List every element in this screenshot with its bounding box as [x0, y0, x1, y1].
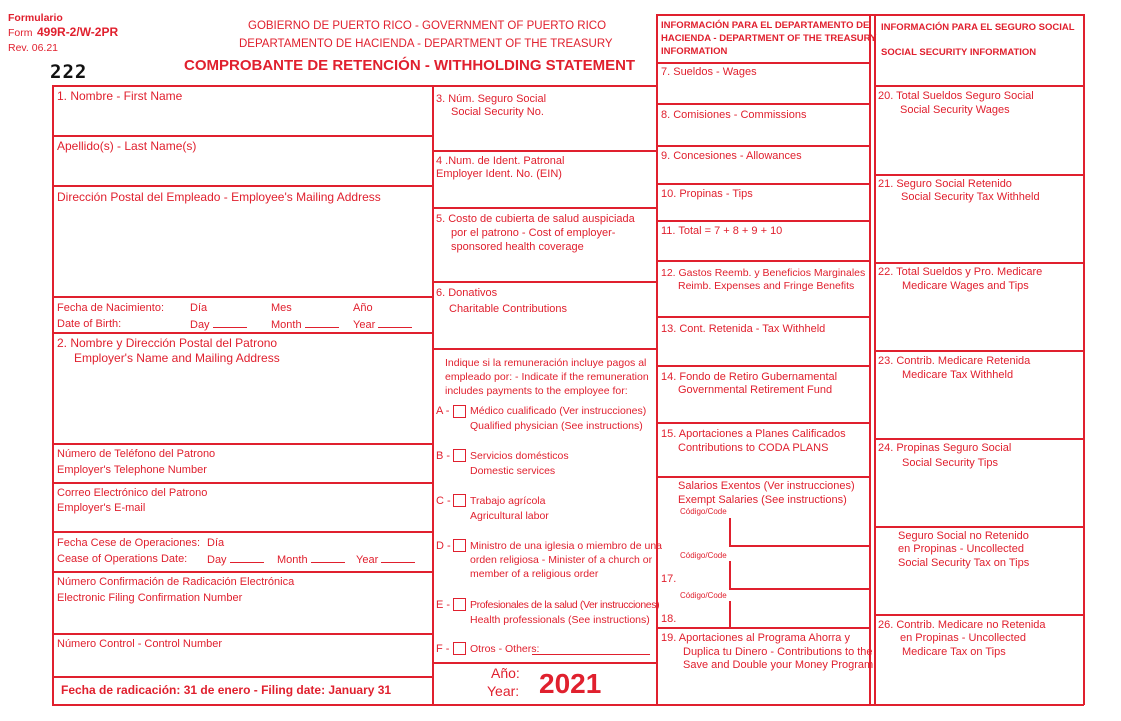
- option-d-checkbox[interactable]: [453, 539, 466, 552]
- box17-amount-field[interactable]: [731, 561, 867, 587]
- box26-uncollected-medicare[interactable]: Medicare Tax on Tips: [902, 646, 1006, 658]
- cease-day-field[interactable]: Day: [207, 552, 264, 568]
- box23-label-es: 23. Contrib. Medicare Retenida: [878, 355, 1031, 367]
- box9-allowances[interactable]: 9. Concesiones - Allowances: [661, 150, 802, 162]
- efile-field[interactable]: Electronic Filing Confirmation Number: [57, 592, 243, 604]
- employer-email-es: Correo Electrónico del Patrono: [57, 487, 208, 499]
- rule: [874, 14, 876, 705]
- dept-header-2: HACIENDA - DEPARTMENT OF THE TREASURY: [661, 33, 877, 44]
- code-label-18: Código/Code: [680, 591, 727, 600]
- option-f-input[interactable]: [532, 654, 650, 655]
- form-title: COMPROBANTE DE RETENCIÓN - WITHHOLDING STATEMENT: [184, 57, 636, 74]
- box23-medicare-withheld[interactable]: Medicare Tax Withheld: [902, 369, 1014, 381]
- rule: [432, 85, 434, 705]
- ein-field[interactable]: Employer Ident. No. (EIN): [436, 168, 562, 180]
- dept-header-3: INFORMATION: [661, 46, 728, 57]
- box12-label-es: 12. Gastos Reemb. y Beneficios Marginales: [661, 267, 866, 279]
- employee-address-field[interactable]: Dirección Postal del Empleado - Employee's Mailing Address: [57, 190, 381, 204]
- employer-email-field[interactable]: Employer's E-mail: [57, 502, 146, 514]
- dept-header-1: INFORMACIÓN PARA EL DEPARTAMENTO DE: [661, 20, 870, 31]
- control-number-field[interactable]: Número Control - Control Number: [57, 638, 223, 650]
- code-label-17: Código/Code: [680, 551, 727, 560]
- first-name-field[interactable]: 1. Nombre - First Name: [57, 89, 183, 103]
- rule: [52, 704, 1084, 706]
- option-e-label-es: Profesionales de la salud (Ver instrucciones): [470, 599, 660, 611]
- box20-ss-wages[interactable]: Social Security Wages: [900, 104, 1010, 116]
- box15-label-es: 15. Aportaciones a Planes Calificados: [661, 428, 846, 440]
- option-b-checkbox[interactable]: [453, 449, 466, 462]
- option-c-checkbox[interactable]: [453, 494, 466, 507]
- year-label-en: Year:: [487, 683, 520, 699]
- option-e-letter: E -: [436, 599, 451, 611]
- dob-day-label-es: Día: [190, 302, 208, 314]
- gov-line-2: DEPARTAMENTO DE HACIENDA - DEPARTMENT OF THE TREASURY: [239, 38, 613, 50]
- donations-label-es: 6. Donativos: [436, 287, 498, 299]
- option-d-label-en: orden religiosa - Minister of a church or: [470, 554, 653, 566]
- option-c-label-en: Agricultural labor: [470, 510, 549, 522]
- efile-label-es: Número Confirmación de Radicación Electrónica: [57, 576, 295, 588]
- option-e-checkbox[interactable]: [453, 598, 466, 611]
- box14-label-es: 14. Fondo de Retiro Gubernamental: [661, 371, 838, 383]
- rule: [869, 14, 871, 705]
- employer-name-label-2[interactable]: Employer's Name and Mailing Address: [74, 351, 280, 365]
- box22-medicare-wages[interactable]: Medicare Wages and Tips: [902, 280, 1029, 292]
- box7-wages[interactable]: 7. Sueldos - Wages: [661, 66, 757, 78]
- option-e-label-en: Health professionals (See instructions): [470, 614, 650, 626]
- box25-label-1: Seguro Social no Retenido: [898, 530, 1029, 542]
- exempt-label-es: Salarios Exentos (Ver instrucciones): [678, 480, 855, 492]
- cease-month-field[interactable]: Month: [277, 552, 345, 568]
- option-d-label-es: Ministro de una iglesia o miembro de una: [470, 540, 663, 552]
- box22-label-es: 22. Total Sueldos y Pro. Medicare: [878, 266, 1043, 278]
- indicate-line-2: empleado por: - Indicate if the remuneration: [445, 371, 649, 383]
- option-b-label-es: Servicios domésticos: [470, 450, 569, 462]
- box21-label-es: 21. Seguro Social Retenido: [878, 178, 1012, 190]
- option-b-letter: B -: [436, 450, 451, 462]
- box16-number: [661, 531, 676, 546]
- employer-phone-field[interactable]: Employer's Telephone Number: [57, 464, 207, 476]
- donations-field[interactable]: Charitable Contributions: [449, 303, 568, 315]
- tax-year: 2021: [539, 668, 602, 699]
- box19-label-1: 19. Aportaciones al Programa Ahorra y: [661, 632, 850, 644]
- health-cost-label-1: 5. Costo de cubierta de salud auspiciada: [436, 213, 635, 225]
- health-cost-label-2: por el patrono - Cost of employer-: [451, 227, 616, 239]
- option-d-label-en-2: member of a religious order: [470, 568, 599, 580]
- revision: Rev. 06.21: [8, 42, 59, 54]
- dob-year-label-es: Año: [353, 302, 373, 314]
- box15-coda-plans[interactable]: Contributions to CODA PLANS: [678, 442, 829, 454]
- formulario-label: Formulario: [8, 12, 63, 24]
- control-code: 222: [50, 61, 88, 83]
- box20-label-es: 20. Total Sueldos Seguro Social: [878, 90, 1034, 102]
- exempt-label-en: Exempt Salaries (See instructions): [678, 494, 847, 506]
- box14-retirement-fund[interactable]: Governmental Retirement Fund: [678, 384, 833, 396]
- form-prefix: Form: [8, 27, 33, 39]
- box11-total[interactable]: 11. Total = 7 + 8 + 9 + 10: [661, 225, 783, 237]
- box19-save-double-field[interactable]: Save and Double your Money Program: [683, 659, 874, 671]
- dob-month-field[interactable]: Month: [271, 317, 339, 333]
- cease-label-en: Cease of Operations Date:: [57, 553, 188, 565]
- year-label-es: Año:: [491, 665, 520, 681]
- ssn-field[interactable]: Social Security No.: [451, 106, 544, 118]
- employer-name-label-1: 2. Nombre y Dirección Postal del Patrono: [57, 336, 278, 350]
- ein-label-es: 4 .Num. de Ident. Patronal: [436, 155, 565, 167]
- option-f-letter: F -: [436, 643, 450, 655]
- box8-commissions[interactable]: 8. Comisiones - Commissions: [661, 109, 807, 121]
- rule: [1083, 14, 1085, 705]
- indicate-line-3: includes payments to the employee for:: [445, 385, 628, 397]
- box21-ss-tax-withheld[interactable]: Social Security Tax Withheld: [901, 191, 1040, 203]
- box24-ss-tips[interactable]: Social Security Tips: [902, 457, 998, 469]
- box26-label-2: en Propinas - Uncollected: [900, 632, 1026, 644]
- ss-header-2: SOCIAL SECURITY INFORMATION: [881, 47, 1037, 58]
- indicate-line-1: Indique si la remuneración incluye pagos al: [445, 357, 647, 369]
- option-c-letter: C -: [436, 495, 451, 507]
- box17-number: 17.: [661, 573, 677, 585]
- box19-label-2: Duplica tu Dinero - Contributions to the: [683, 646, 873, 658]
- form-number: 499R-2/W-2PR: [37, 25, 119, 39]
- option-f-label: Otros - Others:: [470, 643, 540, 655]
- rule: [52, 85, 657, 87]
- dob-year-field[interactable]: Year: [353, 317, 412, 333]
- box25-uncollected-ss[interactable]: Social Security Tax on Tips: [898, 557, 1030, 569]
- health-cost-field[interactable]: sponsored health coverage: [451, 241, 584, 253]
- option-a-letter: A -: [436, 405, 450, 417]
- option-b-label-en: Domestic services: [470, 465, 556, 477]
- cease-year-field[interactable]: Year: [356, 552, 415, 568]
- cease-label-es: Fecha Cese de Operaciones:: [57, 537, 201, 549]
- box12-reimb-expenses[interactable]: Reimb. Expenses and Fringe Benefits: [678, 280, 855, 292]
- dob-month-label-es: Mes: [271, 302, 292, 314]
- box25-label-2: en Propinas - Uncollected: [898, 543, 1024, 555]
- last-name-field[interactable]: Apellido(s) - Last Name(s): [57, 139, 197, 153]
- ssn-label-es: 3. Núm. Seguro Social: [436, 93, 547, 105]
- box16-amount-field[interactable]: [731, 518, 867, 544]
- option-d-letter: D -: [436, 540, 451, 552]
- dob-label-en: Date of Birth:: [57, 318, 122, 330]
- rule: [656, 14, 1085, 16]
- box10-tips[interactable]: 10. Propinas - Tips: [661, 188, 753, 200]
- box18-amount-field[interactable]: [731, 601, 867, 626]
- dob-label-es: Fecha de Nacimiento:: [57, 302, 164, 314]
- option-a-label-en: Qualified physician (See instructions): [470, 420, 643, 432]
- employer-phone-es: Número de Teléfono del Patrono: [57, 448, 216, 460]
- option-a-label-es: Médico cualificado (Ver instrucciones): [470, 405, 647, 417]
- ss-header-1: INFORMACIÓN PARA EL SEGURO SOCIAL: [881, 22, 1075, 33]
- box13-tax-withheld[interactable]: 13. Cont. Retenida - Tax Withheld: [661, 323, 826, 335]
- option-c-label-es: Trabajo agrícola: [470, 495, 546, 507]
- rule: [52, 85, 54, 705]
- option-f-checkbox[interactable]: [453, 642, 466, 655]
- code-label-16: Código/Code: [680, 507, 727, 516]
- option-a-checkbox[interactable]: [453, 405, 466, 418]
- dob-day-field[interactable]: Day: [190, 317, 247, 333]
- box26-label-1: 26. Contrib. Medicare no Retenida: [878, 619, 1046, 631]
- cease-dia-label: Día: [207, 537, 225, 549]
- box24-label-es: 24. Propinas Seguro Social: [878, 442, 1012, 454]
- gov-line-1: GOBIERNO DE PUERTO RICO - GOVERNMENT OF PUERTO RICO: [248, 20, 607, 32]
- filing-date: Fecha de radicación: 31 de enero - Filing date: January 31: [61, 683, 392, 697]
- box18-number: 18.: [661, 613, 677, 625]
